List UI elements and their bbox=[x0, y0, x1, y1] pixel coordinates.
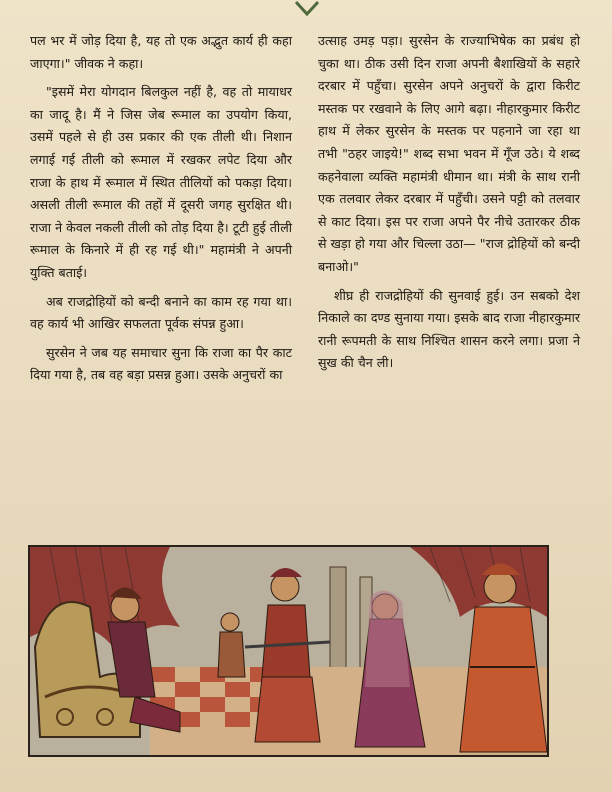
right-text-column bbox=[318, 30, 580, 375]
chevron-down-icon bbox=[292, 0, 322, 18]
court-scene-illustration bbox=[28, 545, 549, 757]
paragraph: अब राजद्रोहियों को बन्दी बनाने का काम रह गया था। वह कार्य भी आखिर सफलता पूर्वक संपन्न हुआ। bbox=[30, 293, 292, 332]
paragraph: पल भर में जोड़ दिया है, यह तो एक अद्भुत कार्य ही कहा जाएगा।" जीवक ने कहा। bbox=[30, 33, 292, 71]
paragraph: सुरसेन ने जब यह समाचार सुना कि राजा का पैर काट दिया गया है, तब वह बड़ा प्रसन्न हुआ। उसके अनुचरों का bbox=[30, 344, 292, 383]
paragraph: शीघ्र ही राजद्रोहियों की सुनवाई हुई। उन सबको देश निकाले का दण्ड सुनाया गया। इसके बाद राजा नीहारकुमार रानी रूपमती के साथ निश्चित शासन करने लगा। प्रजा ने सुख की चैन ली। bbox=[318, 287, 580, 371]
court-scene-drawing bbox=[30, 547, 547, 755]
paragraph: उत्साह उमड़ पड़ा। सुरसेन के राज्याभिषेक का प्रबंध हो चुका था। ठीक उसी दिन राजा अपनी बैशाखियों के सहारे दरबार में पहुँचा। सुरसेन अपने अनुचरों के द्वारा किरीट मस्तक पर रखवाने के लिए आगे बढ़ा। नीहारकुमार किरीट हाथ में लेकर सुरसेन के मस्तक पर पहनाने जा रहा था तभी "ठहर जाइये!" शब्द सभा भवन में गूँज उठे। ये शब्द कहनेवाला व्यक्ति महामंत्री धीमान था। मंत्री के साथ रानी एक तलवार लेकर दरबार में पहुँची। उसने पट्टी को तलवार से काट दिया। इस पर राजा अपने पैर नीचे उतारकर ठीक से खड़ा हो गया और चिल्ला उठा— "राज द्रोहियों को बन्दी बनाओ।" bbox=[318, 33, 580, 274]
paragraph: "इसमें मेरा योगदान बिलकुल नहीं है, वह तो मायाधर का जादू है। मैं ने जिस जेब रूमाल का उपयोग किया, उसमें पहले से ही उस प्रकार की एक तीली थी। निशान लगाई गई तीली को रूमाल में रखकर लपेट दिया और राजा के हाथ में रूमाल में स्थित तीलियों को पकड़ा दिया। असली तीली रूमाल की तहों में दूसरी जगह सुरक्षित थी। राजा ने केवल नकली तीली को तोड़ दिया है। टूटी हुई तीली रूमाल के किनारे में ही रह गई थी।" महामंत्री ने अपनी युक्ति बताई। bbox=[30, 84, 292, 280]
left-text-column bbox=[30, 30, 292, 387]
